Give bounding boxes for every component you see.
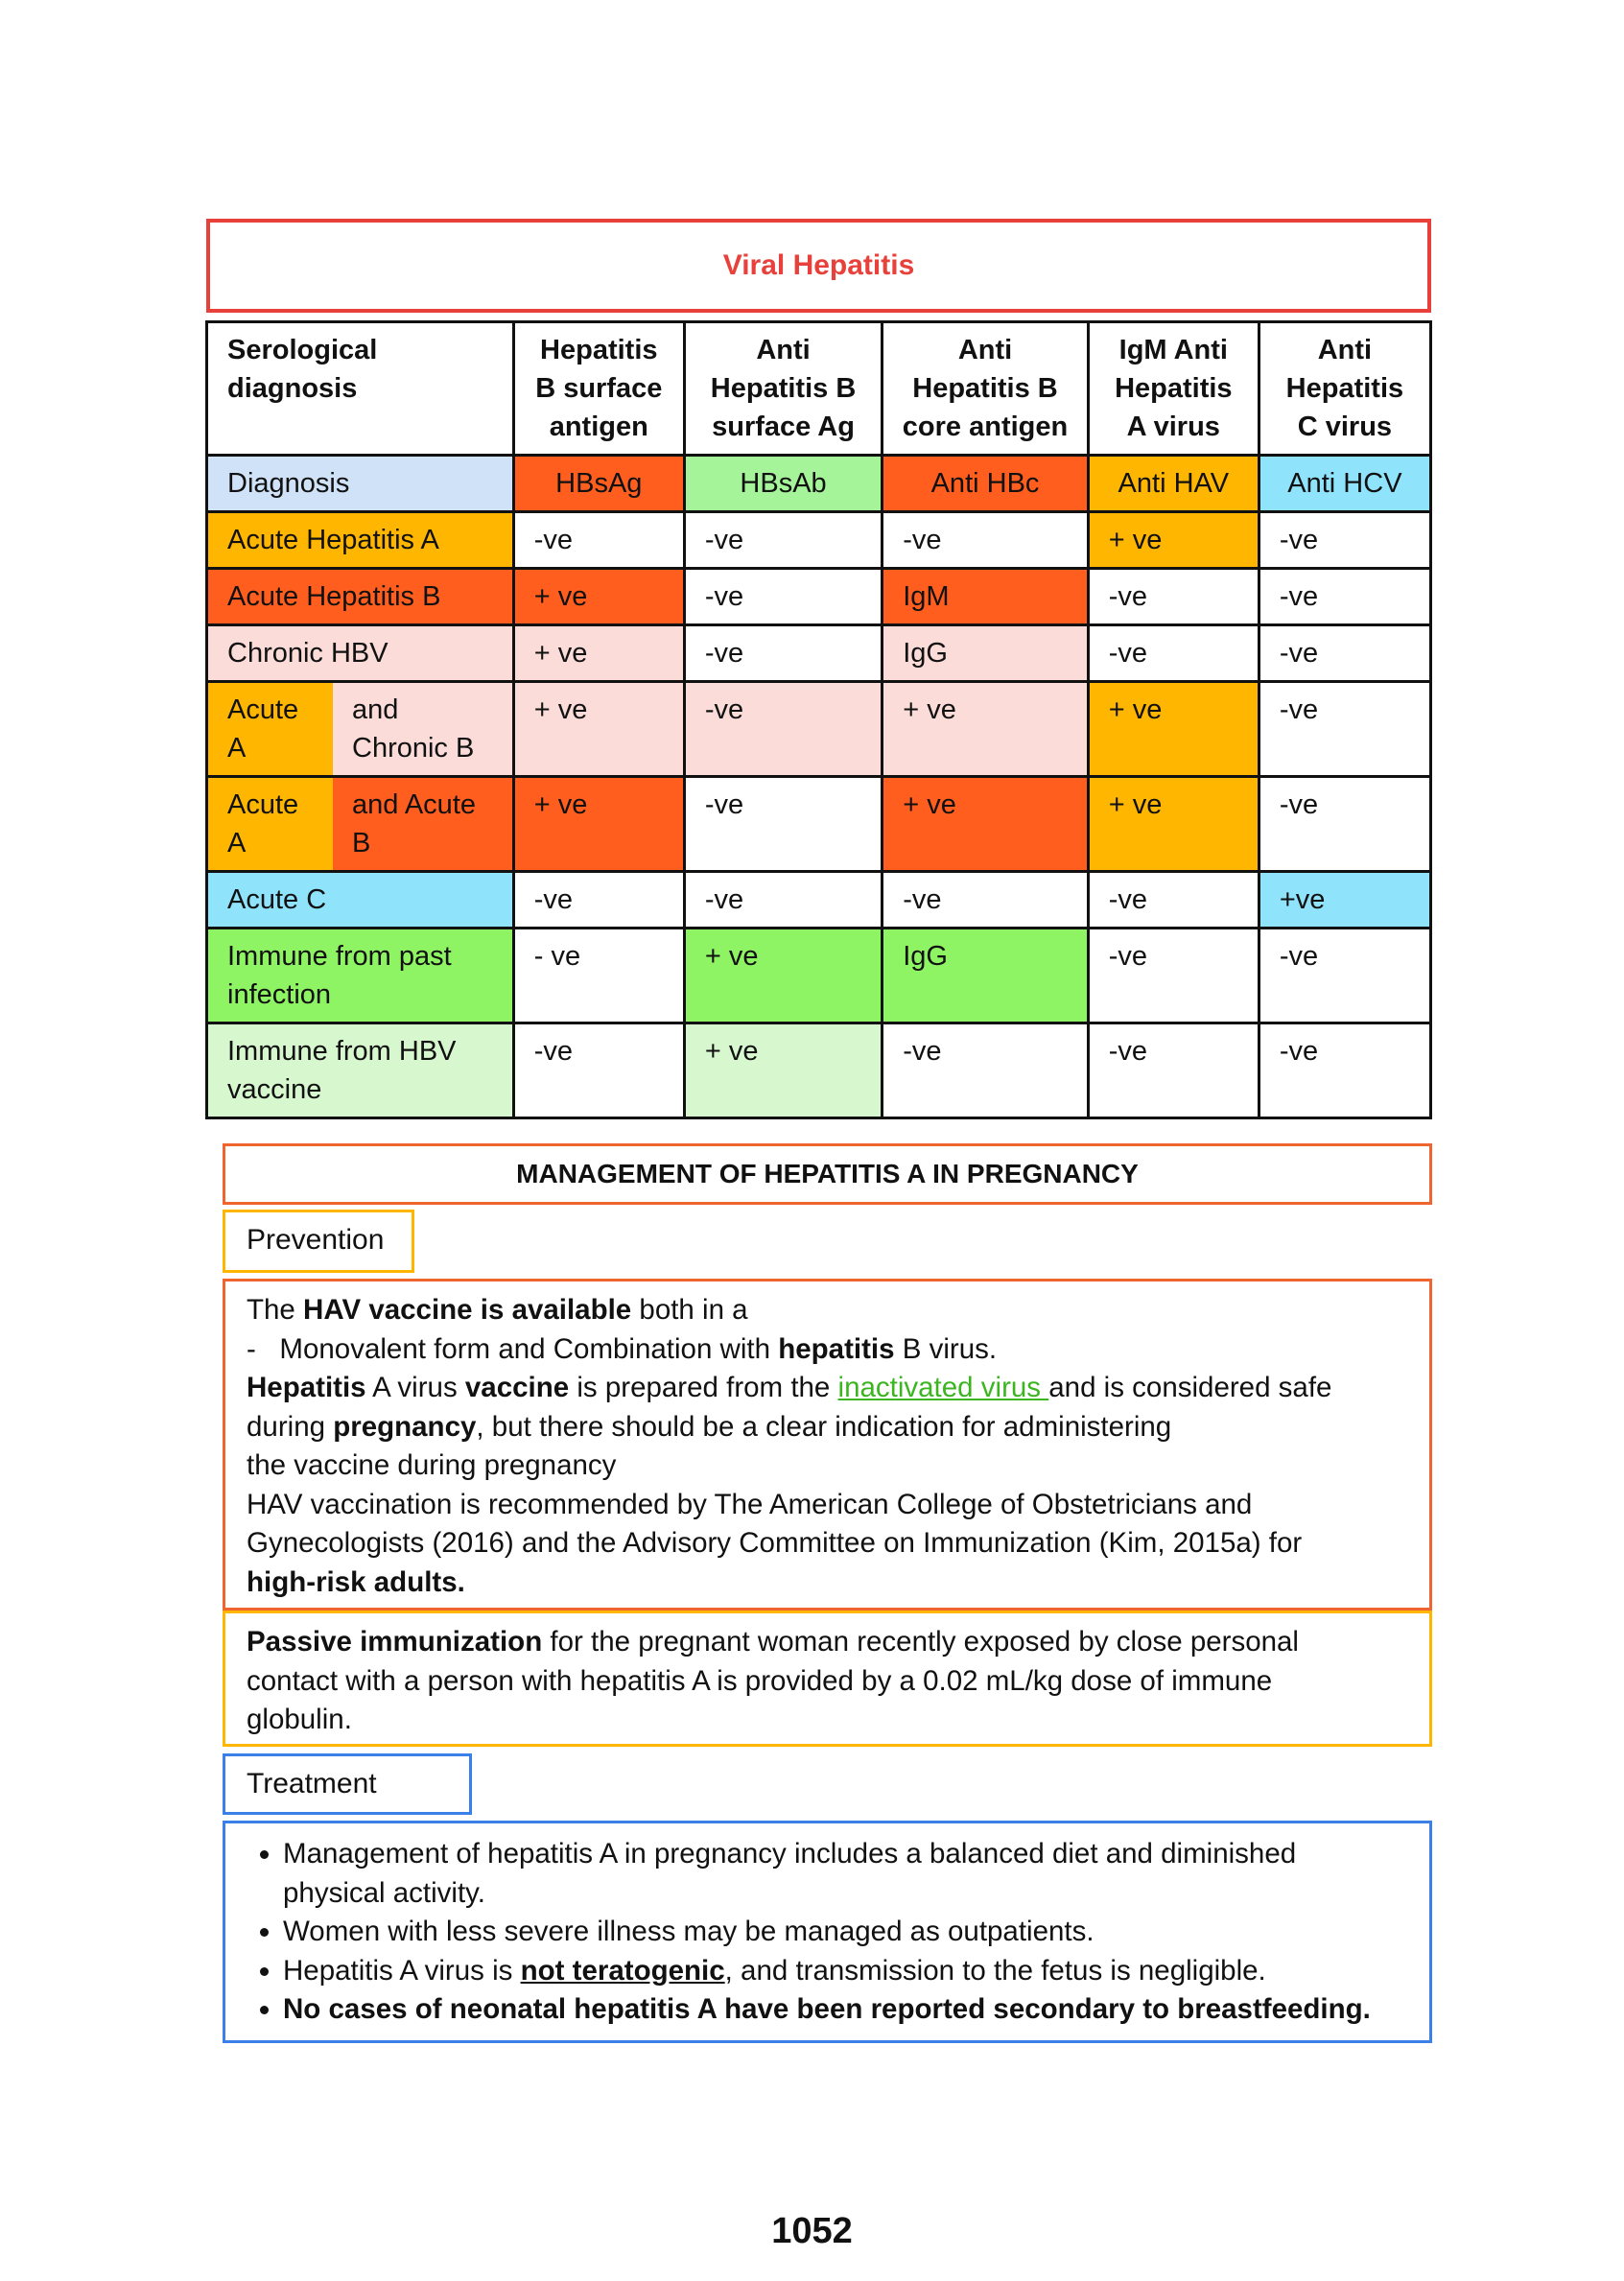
table-cell: -ve xyxy=(1088,625,1259,682)
table-cell: Acute Hepatitis A xyxy=(207,512,514,569)
list-item: • No cases of neonatal hepatitis A have been reported secondary to breastfeeding. xyxy=(283,1990,1408,2030)
split-label-a: Acute A xyxy=(208,778,333,870)
table-cell: -ve xyxy=(1088,872,1259,929)
text-line: Hepatitis A virus vaccine is prepared from the inactivated virus and is considered safe xyxy=(247,1372,1332,1403)
table-cell: + ve xyxy=(684,1023,882,1118)
table-cell: Anti HAV xyxy=(1088,456,1259,512)
list-item: • Management of hepatitis A in pregnancy includes a balanced diet and diminished physical activity. xyxy=(283,1835,1408,1913)
table-cell: -ve xyxy=(1259,625,1430,682)
table-cell: - ve xyxy=(513,929,684,1023)
table-cell: -ve xyxy=(684,569,882,625)
header-cell: Hepatitis B surface antigen xyxy=(513,322,684,456)
table-cell: -ve xyxy=(684,682,882,777)
table-cell: + ve xyxy=(1088,682,1259,777)
table-row xyxy=(207,1023,1431,1118)
management-heading: MANAGEMENT OF HEPATITIS A IN PREGNANCY xyxy=(223,1143,1432,1205)
table-row xyxy=(207,625,1431,682)
text-line: Passive immunization for the pregnant woman recently exposed by close personal xyxy=(247,1626,1299,1658)
table-cell: + ve xyxy=(883,777,1089,872)
text-line: HAV vaccination is recommended by The American College of Obstetricians and xyxy=(247,1488,1253,1520)
table-cell: -ve xyxy=(684,625,882,682)
text-line: globulin. xyxy=(247,1704,352,1735)
header-cell: IgM Anti Hepatitis A virus xyxy=(1088,322,1259,456)
table-row xyxy=(207,512,1431,569)
table-cell: -ve xyxy=(883,512,1089,569)
table-cell: -ve xyxy=(684,512,882,569)
table-cell: Anti HBc xyxy=(883,456,1089,512)
table-cell xyxy=(207,777,514,872)
prevention-label: Prevention xyxy=(223,1210,414,1273)
table-cell: -ve xyxy=(1088,1023,1259,1118)
table-cell: + ve xyxy=(883,682,1089,777)
table-cell: Diagnosis xyxy=(207,456,514,512)
table-cell: Immune from HBV vaccine xyxy=(207,1023,514,1118)
table-cell: -ve xyxy=(1088,929,1259,1023)
inactivated-virus-link[interactable]: inactivated virus xyxy=(837,1372,1049,1403)
table-cell: + ve xyxy=(1088,777,1259,872)
header-cell: Anti Hepatitis C virus xyxy=(1259,322,1430,456)
table-cell: -ve xyxy=(513,512,684,569)
table-cell: Anti HCV xyxy=(1259,456,1430,512)
prevention-box xyxy=(223,1279,1432,1611)
text-line: contact with a person with hepatitis A is provided by a 0.02 mL/kg dose of immune xyxy=(247,1664,1273,1697)
table-cell: + ve xyxy=(513,625,684,682)
table-cell: Chronic HBV xyxy=(207,625,514,682)
table-cell: -ve xyxy=(1259,1023,1430,1118)
text-line: the vaccine during pregnancy xyxy=(247,1449,617,1481)
list-item: • Hepatitis A virus is not teratogenic, and transmission to the fetus is negligible. xyxy=(283,1952,1408,1991)
header-row xyxy=(207,322,1431,456)
list-item: • Women with less severe illness may be managed as outpatients. xyxy=(283,1913,1408,1952)
table-cell: -ve xyxy=(883,872,1089,929)
header-cell: Anti Hepatitis B core antigen xyxy=(883,322,1089,456)
diagnosis-row xyxy=(207,456,1431,512)
title-box xyxy=(206,219,1431,313)
passive-immunization-box xyxy=(223,1611,1432,1747)
split-label-b: and Chronic B xyxy=(333,683,512,775)
table-cell: HBsAb xyxy=(684,456,882,512)
table-cell: Immune from past infection xyxy=(207,929,514,1023)
treatment-label: Treatment xyxy=(223,1753,472,1815)
split-label-a: Acute A xyxy=(208,683,333,775)
page-number: 1052 xyxy=(771,2211,853,2251)
table-cell: + ve xyxy=(513,682,684,777)
table-row xyxy=(207,929,1431,1023)
table-cell: -ve xyxy=(684,872,882,929)
treatment-box xyxy=(223,1821,1432,2043)
text-line: high-risk adults. xyxy=(247,1565,465,1598)
table-row xyxy=(207,872,1431,929)
table-cell: -ve xyxy=(1088,569,1259,625)
split-label-b: and Acute B xyxy=(333,778,512,870)
table-cell: IgG xyxy=(883,929,1089,1023)
table-cell: + ve xyxy=(684,929,882,1023)
table-cell: IgM xyxy=(883,569,1089,625)
table-cell: -ve xyxy=(1259,929,1430,1023)
header-cell: Serological diagnosis xyxy=(207,322,514,456)
header-cell: Anti Hepatitis B surface Ag xyxy=(684,322,882,456)
table-cell: HBsAg xyxy=(513,456,684,512)
text-line: - Monovalent form and Combination with hepatitis B virus. xyxy=(247,1332,998,1365)
text-line: The HAV vaccine is available both in a xyxy=(247,1294,748,1326)
table-cell: -ve xyxy=(1259,682,1430,777)
table-cell xyxy=(207,682,514,777)
text-line: Gynecologists (2016) and the Advisory Committee on Immunization (Kim, 2015a) for xyxy=(247,1527,1303,1559)
table-cell: -ve xyxy=(1259,512,1430,569)
table-cell: Acute Hepatitis B xyxy=(207,569,514,625)
table-cell: IgG xyxy=(883,625,1089,682)
table-row xyxy=(207,682,1431,777)
table-cell: Acute C xyxy=(207,872,514,929)
table-cell: +ve xyxy=(1259,872,1430,929)
table-cell: -ve xyxy=(513,1023,684,1118)
table-cell: -ve xyxy=(883,1023,1089,1118)
table-cell: -ve xyxy=(1259,777,1430,872)
table-cell: -ve xyxy=(684,777,882,872)
table-cell: -ve xyxy=(513,872,684,929)
table-cell: -ve xyxy=(1259,569,1430,625)
page-title: Viral Hepatitis xyxy=(722,249,915,281)
table-row xyxy=(207,569,1431,625)
table-cell: + ve xyxy=(513,569,684,625)
table-row xyxy=(207,777,1431,872)
table-cell: + ve xyxy=(1088,512,1259,569)
serology-table xyxy=(205,320,1432,1119)
text-line: during pregnancy, but there should be a clear indication for administering xyxy=(247,1410,1172,1443)
table-cell: + ve xyxy=(513,777,684,872)
treatment-list xyxy=(247,1835,1408,2030)
